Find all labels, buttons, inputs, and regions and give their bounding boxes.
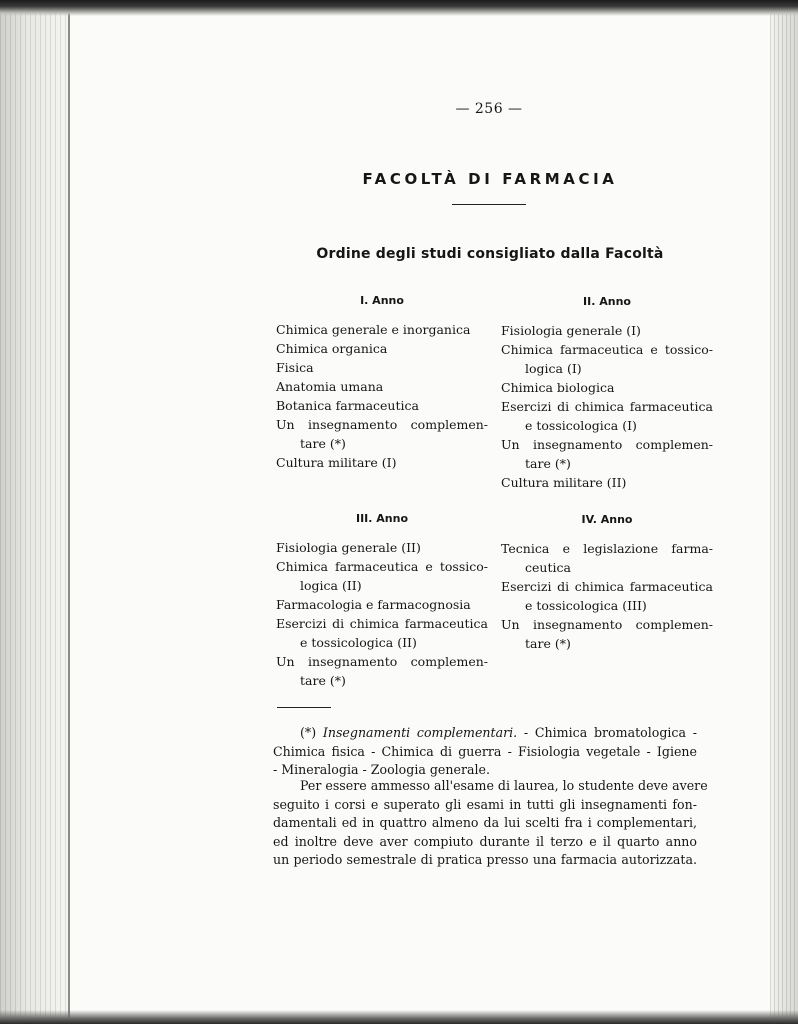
footnote-marker: (*) xyxy=(300,725,317,740)
year-block-1 xyxy=(276,291,488,472)
year-title: IV. Anno xyxy=(581,513,633,526)
course-name-continuation: tare (*) xyxy=(525,636,571,651)
course-list xyxy=(276,320,488,472)
course-item xyxy=(501,577,713,615)
course-name-continuation: logica (I) xyxy=(525,361,582,376)
course-name: Chimica farmaceutica e tossico- xyxy=(276,559,488,574)
footnote-text: - Chimica bromatologica - xyxy=(523,725,697,740)
course-name: Fisiologia generale (II) xyxy=(276,540,421,555)
course-item xyxy=(276,538,488,557)
course-name: Un insegnamento complemen- xyxy=(276,417,488,432)
course-name-continuation: tare (*) xyxy=(300,436,346,451)
title-underline xyxy=(452,204,526,205)
course-name: Farmacologia e farmacognosia xyxy=(276,597,471,612)
paragraph-line: un periodo semestrale di pratica presso una farmacia autorizzata. xyxy=(273,852,697,867)
course-name: Cultura militare (I) xyxy=(276,455,397,470)
course-name: Un insegnamento complemen- xyxy=(501,437,713,452)
year-title: III. Anno xyxy=(355,512,409,525)
graduation-requirements-paragraph xyxy=(273,777,708,870)
course-name-continuation: logica (II) xyxy=(300,578,362,593)
course-name: Esercizi di chimica farmaceutica xyxy=(501,399,713,414)
course-item xyxy=(276,614,488,652)
course-item xyxy=(276,377,488,396)
paragraph-line: Per essere ammesso all'esame di laurea, lo studente deve avere xyxy=(300,778,708,793)
course-name: Chimica generale e inorganica xyxy=(276,322,471,337)
course-list xyxy=(276,538,488,690)
year-title: I. Anno xyxy=(360,294,404,307)
faculty-title: FACOLTÀ DI FARMACIA xyxy=(362,170,618,188)
course-name-continuation: e tossicologica (I) xyxy=(525,418,637,433)
footnote-label: Insegnamenti complementari. xyxy=(322,725,518,740)
course-item xyxy=(501,397,713,435)
footnote-line: Chimica fisica - Chimica di guerra - Fisiologia vegetale - Igiene xyxy=(273,743,697,759)
course-name: Esercizi di chimica farmaceutica xyxy=(501,579,713,594)
page-number: — 256 — xyxy=(455,101,523,117)
course-name: Fisica xyxy=(276,360,314,375)
scan-bottom-edge xyxy=(0,1010,798,1024)
course-item xyxy=(276,652,488,690)
course-name: Un insegnamento complemen- xyxy=(501,617,713,632)
course-item xyxy=(501,435,713,473)
course-item xyxy=(501,473,713,492)
footnote-separator xyxy=(277,707,331,708)
year-title: II. Anno xyxy=(583,295,631,308)
course-item xyxy=(501,321,713,340)
course-name: Chimica organica xyxy=(276,341,388,356)
course-item xyxy=(276,320,488,339)
footnote-line xyxy=(273,724,697,743)
paragraph-line: damentali ed in quattro almeno da lui scelti fra i complementari, xyxy=(273,815,697,830)
course-name: Botanica farmaceutica xyxy=(276,398,419,413)
course-item xyxy=(276,415,488,453)
course-item xyxy=(276,339,488,358)
course-name: Chimica farmaceutica e tossico- xyxy=(501,342,713,357)
course-item xyxy=(276,557,488,595)
year-block-2 xyxy=(501,292,713,492)
section-heading: Ordine degli studi consigliato dalla Facoltà xyxy=(316,246,664,262)
course-name: Un insegnamento complemen- xyxy=(276,654,488,669)
course-name-continuation: e tossicologica (II) xyxy=(300,635,417,650)
book-binding-left-edge xyxy=(0,0,70,1024)
course-item xyxy=(276,453,488,472)
year-block-3 xyxy=(276,509,488,690)
course-name: Chimica biologica xyxy=(501,380,615,395)
course-item xyxy=(501,615,713,653)
course-item xyxy=(501,340,713,378)
course-name-continuation: tare (*) xyxy=(300,673,346,688)
footnote xyxy=(273,724,697,780)
year-block-4 xyxy=(501,510,713,653)
course-item xyxy=(501,378,713,397)
course-name: Esercizi di chimica farmaceutica xyxy=(276,616,488,631)
course-name-continuation: ceutica xyxy=(525,560,571,575)
course-name: Tecnica e legislazione farma- xyxy=(501,541,713,556)
course-list xyxy=(501,539,713,653)
course-list xyxy=(501,321,713,492)
course-item xyxy=(501,539,713,577)
course-item xyxy=(276,358,488,377)
paragraph-line: ed inoltre deve aver compiuto durante il terzo e il quarto anno xyxy=(273,833,697,849)
course-name: Anatomia umana xyxy=(276,379,384,394)
course-name: Fisiologia generale (I) xyxy=(501,323,641,338)
book-page-right-edge xyxy=(770,0,798,1024)
course-item xyxy=(276,396,488,415)
course-name: Cultura militare (II) xyxy=(501,475,627,490)
course-name-continuation: e tossicologica (III) xyxy=(525,598,647,613)
course-item xyxy=(276,595,488,614)
footnote-line: - Mineralogia - Zoologia generale. xyxy=(273,762,490,777)
course-name-continuation: tare (*) xyxy=(525,456,571,471)
scan-top-edge xyxy=(0,0,798,16)
paragraph-line: seguito i corsi e superato gli esami in tutti gli insegnamenti fon- xyxy=(273,796,697,812)
